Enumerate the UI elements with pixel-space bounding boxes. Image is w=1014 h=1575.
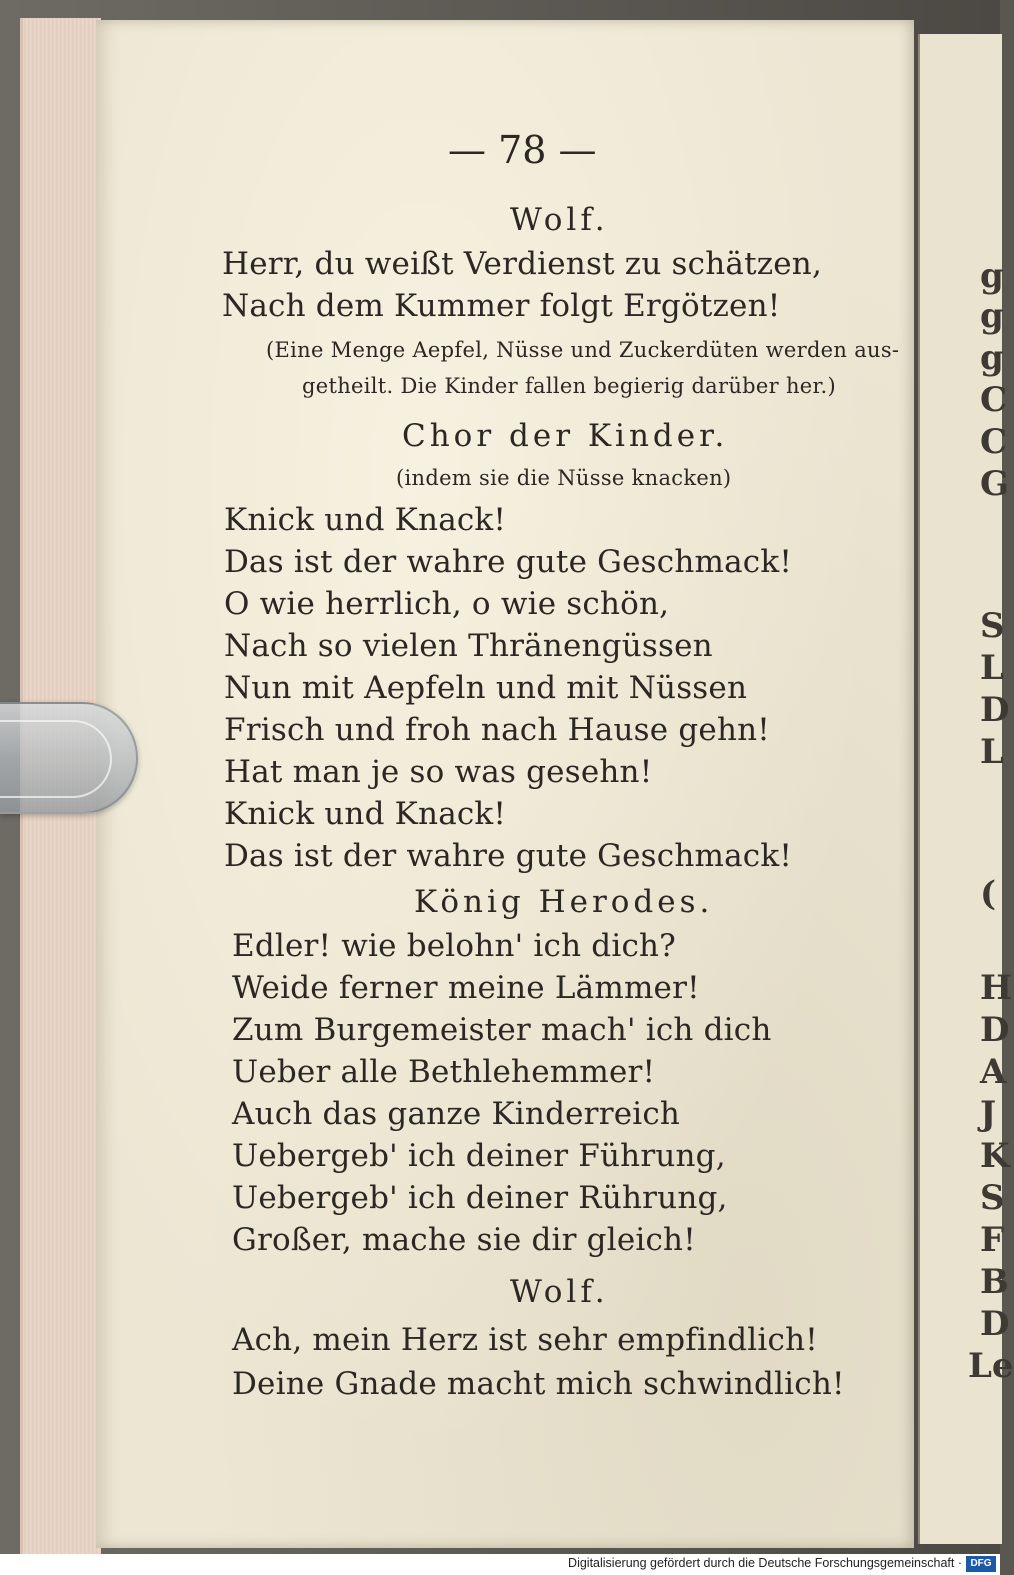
speaker-heading: Wolf. (510, 1274, 609, 1310)
verse-line: Knick und Knack! (224, 796, 507, 832)
next-page-fragment: K (980, 1136, 1010, 1176)
next-page-fragment: F (980, 1220, 1005, 1260)
verse-line: Uebergeb' ich deiner Rührung, (232, 1180, 728, 1216)
next-page-fragment: D (980, 690, 1010, 730)
next-page-fragment: D (980, 1010, 1010, 1050)
digitization-credit: Digitalisierung gefördert durch die Deutsche Forschungsgemeinschaft · (568, 1556, 962, 1570)
verse-line: Großer, mache sie dir gleich! (232, 1222, 696, 1258)
next-page-fragment: Le (968, 1346, 1014, 1386)
verse-line: Ueber alle Bethlehemmer! (232, 1054, 656, 1090)
next-page-fragment: J (980, 1094, 997, 1134)
verse-line: Uebergeb' ich deiner Führung, (232, 1138, 726, 1174)
speaker-heading: Wolf. (510, 202, 609, 238)
page-number: — 78 — (448, 128, 597, 172)
book-page (96, 20, 914, 1548)
next-page-fragment: D (980, 1304, 1010, 1344)
next-page-fragment: g (980, 296, 1004, 336)
page-clip-highlight (0, 720, 112, 798)
next-page-fragment: S (980, 1178, 1005, 1218)
verse-line: Ach, mein Herz ist sehr empfindlich! (232, 1322, 818, 1358)
verse-line: Das ist der wahre gute Geschmack! (224, 838, 792, 874)
verse-line: Edler! wie belohn' ich dich? (232, 928, 676, 964)
verse-line: Zum Burgemeister mach' ich dich (232, 1012, 772, 1048)
next-page-fragment: H (980, 968, 1013, 1008)
page-clip (0, 702, 138, 814)
next-page-edge (918, 34, 1014, 1544)
verse-line: Herr, du weißt Verdienst zu schätzen, (222, 246, 823, 282)
verse-line: Nun mit Aepfeln und mit Nüssen (224, 670, 748, 706)
dfg-logo: DFG (966, 1556, 996, 1572)
next-page-fragment: S (980, 606, 1005, 646)
next-page-fragment: A (980, 1052, 1007, 1092)
verse-line: Das ist der wahre gute Geschmack! (224, 544, 792, 580)
verse-line: Nach so vielen Thränengüssen (224, 628, 713, 664)
verse-line: Deine Gnade macht mich schwindlich! (232, 1366, 845, 1402)
next-page-fragment: L (980, 648, 1004, 688)
next-page-fragment: G (980, 464, 1010, 504)
next-page-fragment: C (980, 422, 1008, 462)
next-page-fragment: g (980, 338, 1004, 378)
next-page-fragment: C (980, 380, 1008, 420)
verse-line: O wie herrlich, o wie schön, (224, 586, 670, 622)
stage-direction: getheilt. Die Kinder fallen begierig darüber her.) (302, 374, 837, 398)
verse-line: Auch das ganze Kinderreich (232, 1096, 681, 1132)
verse-line: Knick und Knack! (224, 502, 507, 538)
next-page-fragment: g (980, 256, 1004, 296)
next-page-fragment: ( (980, 874, 997, 914)
verse-line: Frisch und froh nach Hause gehn! (224, 712, 770, 748)
verse-line: Weide ferner meine Lämmer! (232, 970, 700, 1006)
verse-line: Hat man je so was gesehn! (224, 754, 653, 790)
speaker-heading: Chor der Kinder. (402, 418, 729, 454)
stage-direction: (indem sie die Nüsse knacken) (396, 466, 732, 490)
next-page-fragment: B (980, 1262, 1009, 1302)
next-page-fragment: L (980, 732, 1004, 772)
verse-line: Nach dem Kummer folgt Ergötzen! (222, 288, 781, 324)
stage-direction: (Eine Menge Aepfel, Nüsse und Zuckerdüten werden aus- (266, 338, 900, 362)
speaker-heading: König Herodes. (414, 884, 714, 920)
